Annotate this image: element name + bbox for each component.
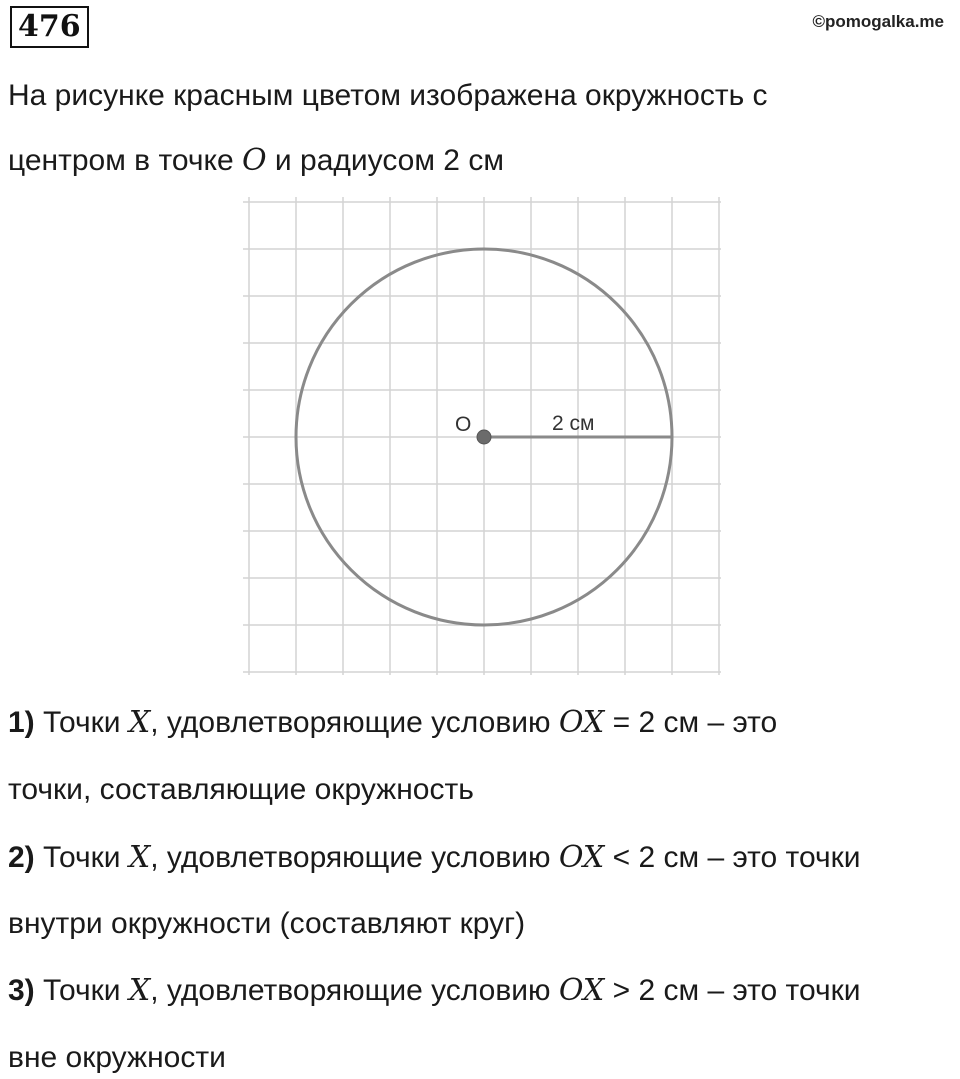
intro-text: центром в точке (8, 144, 242, 177)
answer-text: , удовлетворяющие условию (150, 841, 559, 874)
answer-text: < 2 см – это точки (604, 841, 861, 874)
answer-text: Точки (34, 974, 129, 1007)
var-ox: OX (558, 705, 605, 740)
var-x: X (128, 973, 151, 1008)
var-o: O (241, 143, 267, 178)
answer-1-line-1 (8, 705, 777, 741)
answer-text: Точки (34, 841, 129, 874)
answer-1-line-2: точки, составляющие окружность (8, 773, 474, 806)
center-point (477, 430, 491, 444)
answer-text: , удовлетворяющие условию (150, 974, 559, 1007)
answer-2-line-2: внутри окружности (составляют круг) (8, 907, 526, 940)
center-label: O (455, 413, 472, 436)
answer-text: , удовлетворяющие условию (150, 706, 559, 739)
answer-text: = 2 см – это (604, 706, 778, 739)
intro-line-1: На рисунке красным цветом изображена окружность с (8, 79, 768, 112)
intro-text: и радиусом 2 см (266, 144, 504, 177)
answer-number: 2) (8, 841, 35, 874)
answer-3-line-2: вне окружности (8, 1041, 226, 1074)
var-x: X (128, 705, 151, 740)
intro-line-2 (8, 143, 504, 179)
answer-text: > 2 см – это точки (604, 974, 861, 1007)
answer-3-line-1 (8, 973, 861, 1009)
watermark: ©pomogalka.me (812, 12, 944, 31)
answer-number: 3) (8, 974, 35, 1007)
answer-number: 1) (8, 706, 35, 739)
task-number: 476 (10, 6, 89, 48)
var-ox: OX (558, 840, 605, 875)
var-ox: OX (558, 973, 605, 1008)
circle-figure (243, 197, 721, 675)
radius-label: 2 см (552, 412, 595, 435)
answer-2-line-1 (8, 840, 861, 876)
var-x: X (128, 840, 151, 875)
answer-text: Точки (34, 706, 129, 739)
